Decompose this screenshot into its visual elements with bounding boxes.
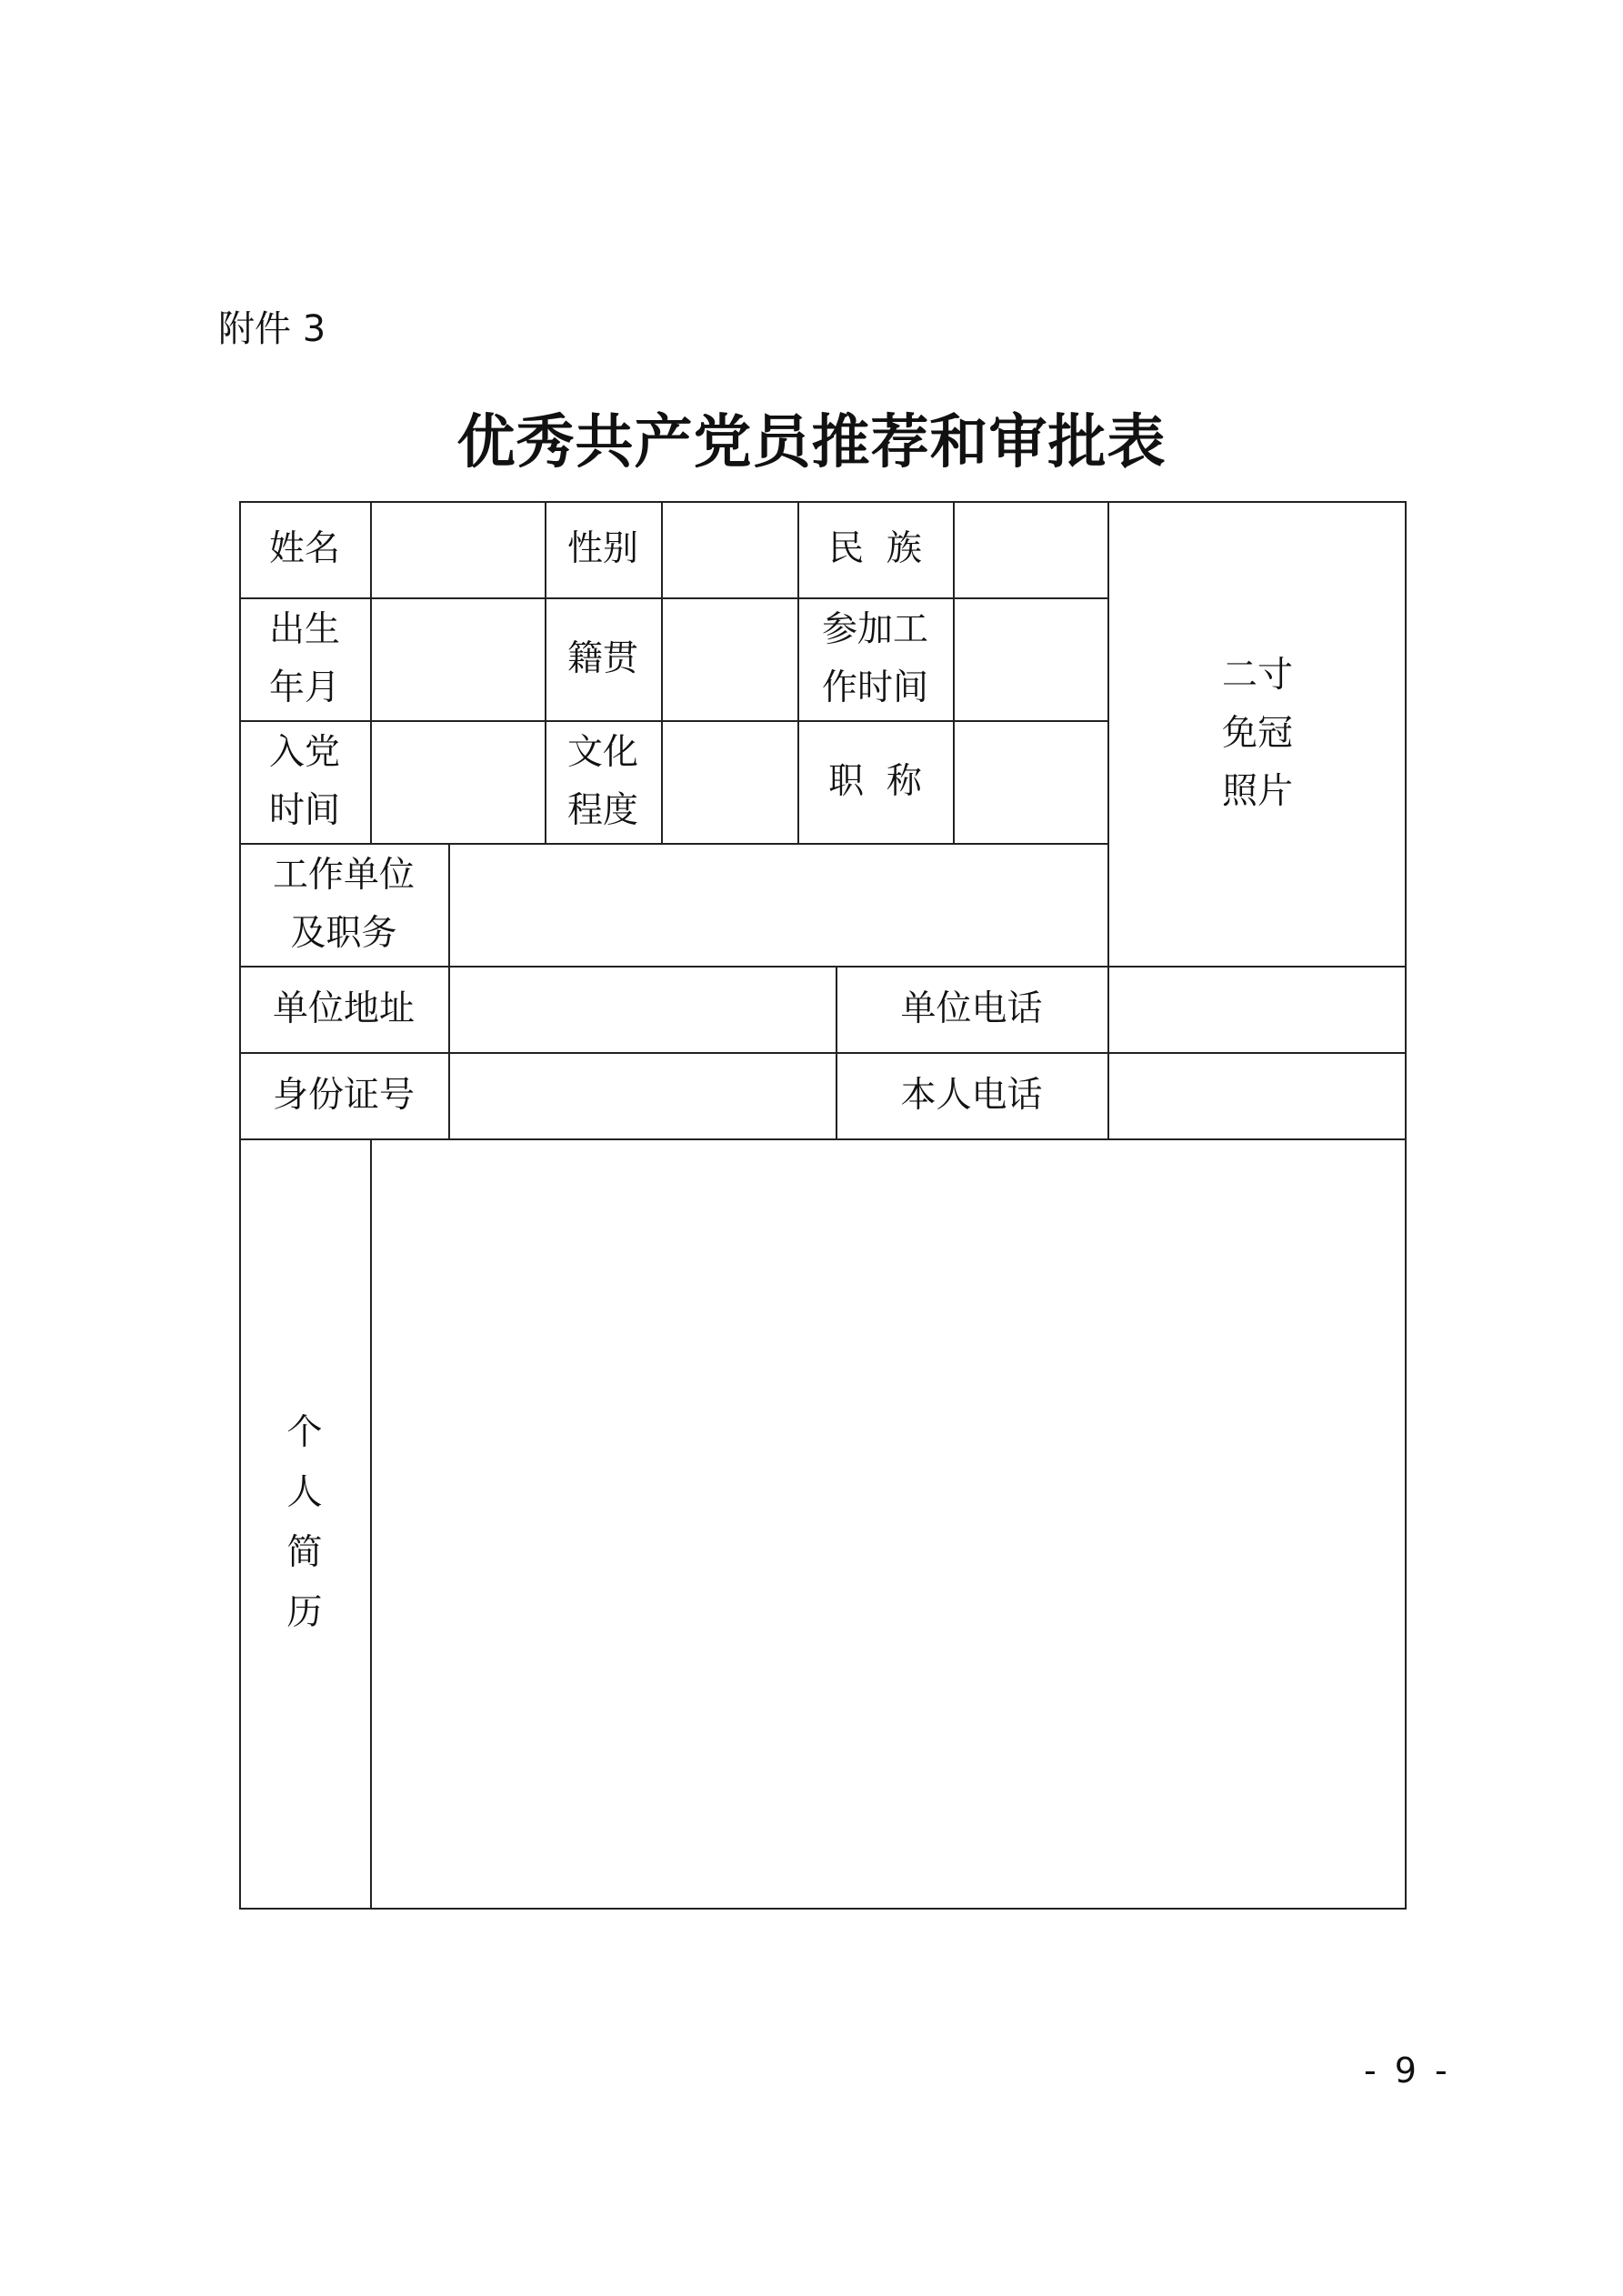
- work-unit-field[interactable]: [450, 845, 1107, 966]
- page-number: - 9 -: [1364, 2050, 1451, 2090]
- form-title: 优秀共产党员推荐和审批表: [456, 408, 1167, 476]
- unit-address-label: 单位地址: [272, 988, 415, 1029]
- native-place-field[interactable]: [663, 599, 797, 720]
- native-place-label: 籍贯: [566, 637, 638, 679]
- gender-field[interactable]: [663, 503, 797, 597]
- unit-address-field[interactable]: [450, 968, 836, 1052]
- recommendation-form-table: [239, 501, 1407, 1910]
- personal-phone-label: 本人电话: [900, 1074, 1043, 1116]
- attachment-label: 附件 3: [218, 308, 326, 350]
- photo-placeholder[interactable]: 二寸 免冠 照片: [1221, 654, 1293, 812]
- join-party-field[interactable]: [372, 722, 545, 843]
- birth-date-label: 出生 年月: [268, 608, 340, 708]
- ethnicity-label: 民 族: [828, 528, 922, 569]
- id-number-label: 身份证号: [272, 1074, 415, 1116]
- table-border-bottom: [239, 1908, 1407, 1910]
- work-unit-label: 工作单位 及职务: [272, 854, 415, 954]
- birth-date-field[interactable]: [372, 599, 545, 720]
- unit-phone-field[interactable]: [1109, 968, 1405, 1052]
- unit-phone-label: 单位电话: [900, 988, 1043, 1029]
- id-number-field[interactable]: [450, 1054, 836, 1138]
- name-field[interactable]: [372, 503, 545, 597]
- work-start-field[interactable]: [955, 599, 1107, 720]
- education-field[interactable]: [663, 722, 797, 843]
- job-title-field[interactable]: [955, 722, 1107, 843]
- personal-phone-field[interactable]: [1109, 1054, 1405, 1138]
- join-party-label: 入党 时间: [268, 731, 340, 831]
- job-title-label: 职 称: [828, 760, 922, 802]
- gender-label: 性别: [566, 528, 638, 569]
- resume-field[interactable]: [372, 1140, 1405, 1908]
- name-label: 姓名: [268, 528, 340, 569]
- resume-label: 个 人 简 历: [286, 1412, 323, 1633]
- ethnicity-field[interactable]: [955, 503, 1107, 597]
- education-label: 文化 程度: [566, 731, 638, 831]
- work-start-label: 参加工 作时间: [821, 608, 928, 708]
